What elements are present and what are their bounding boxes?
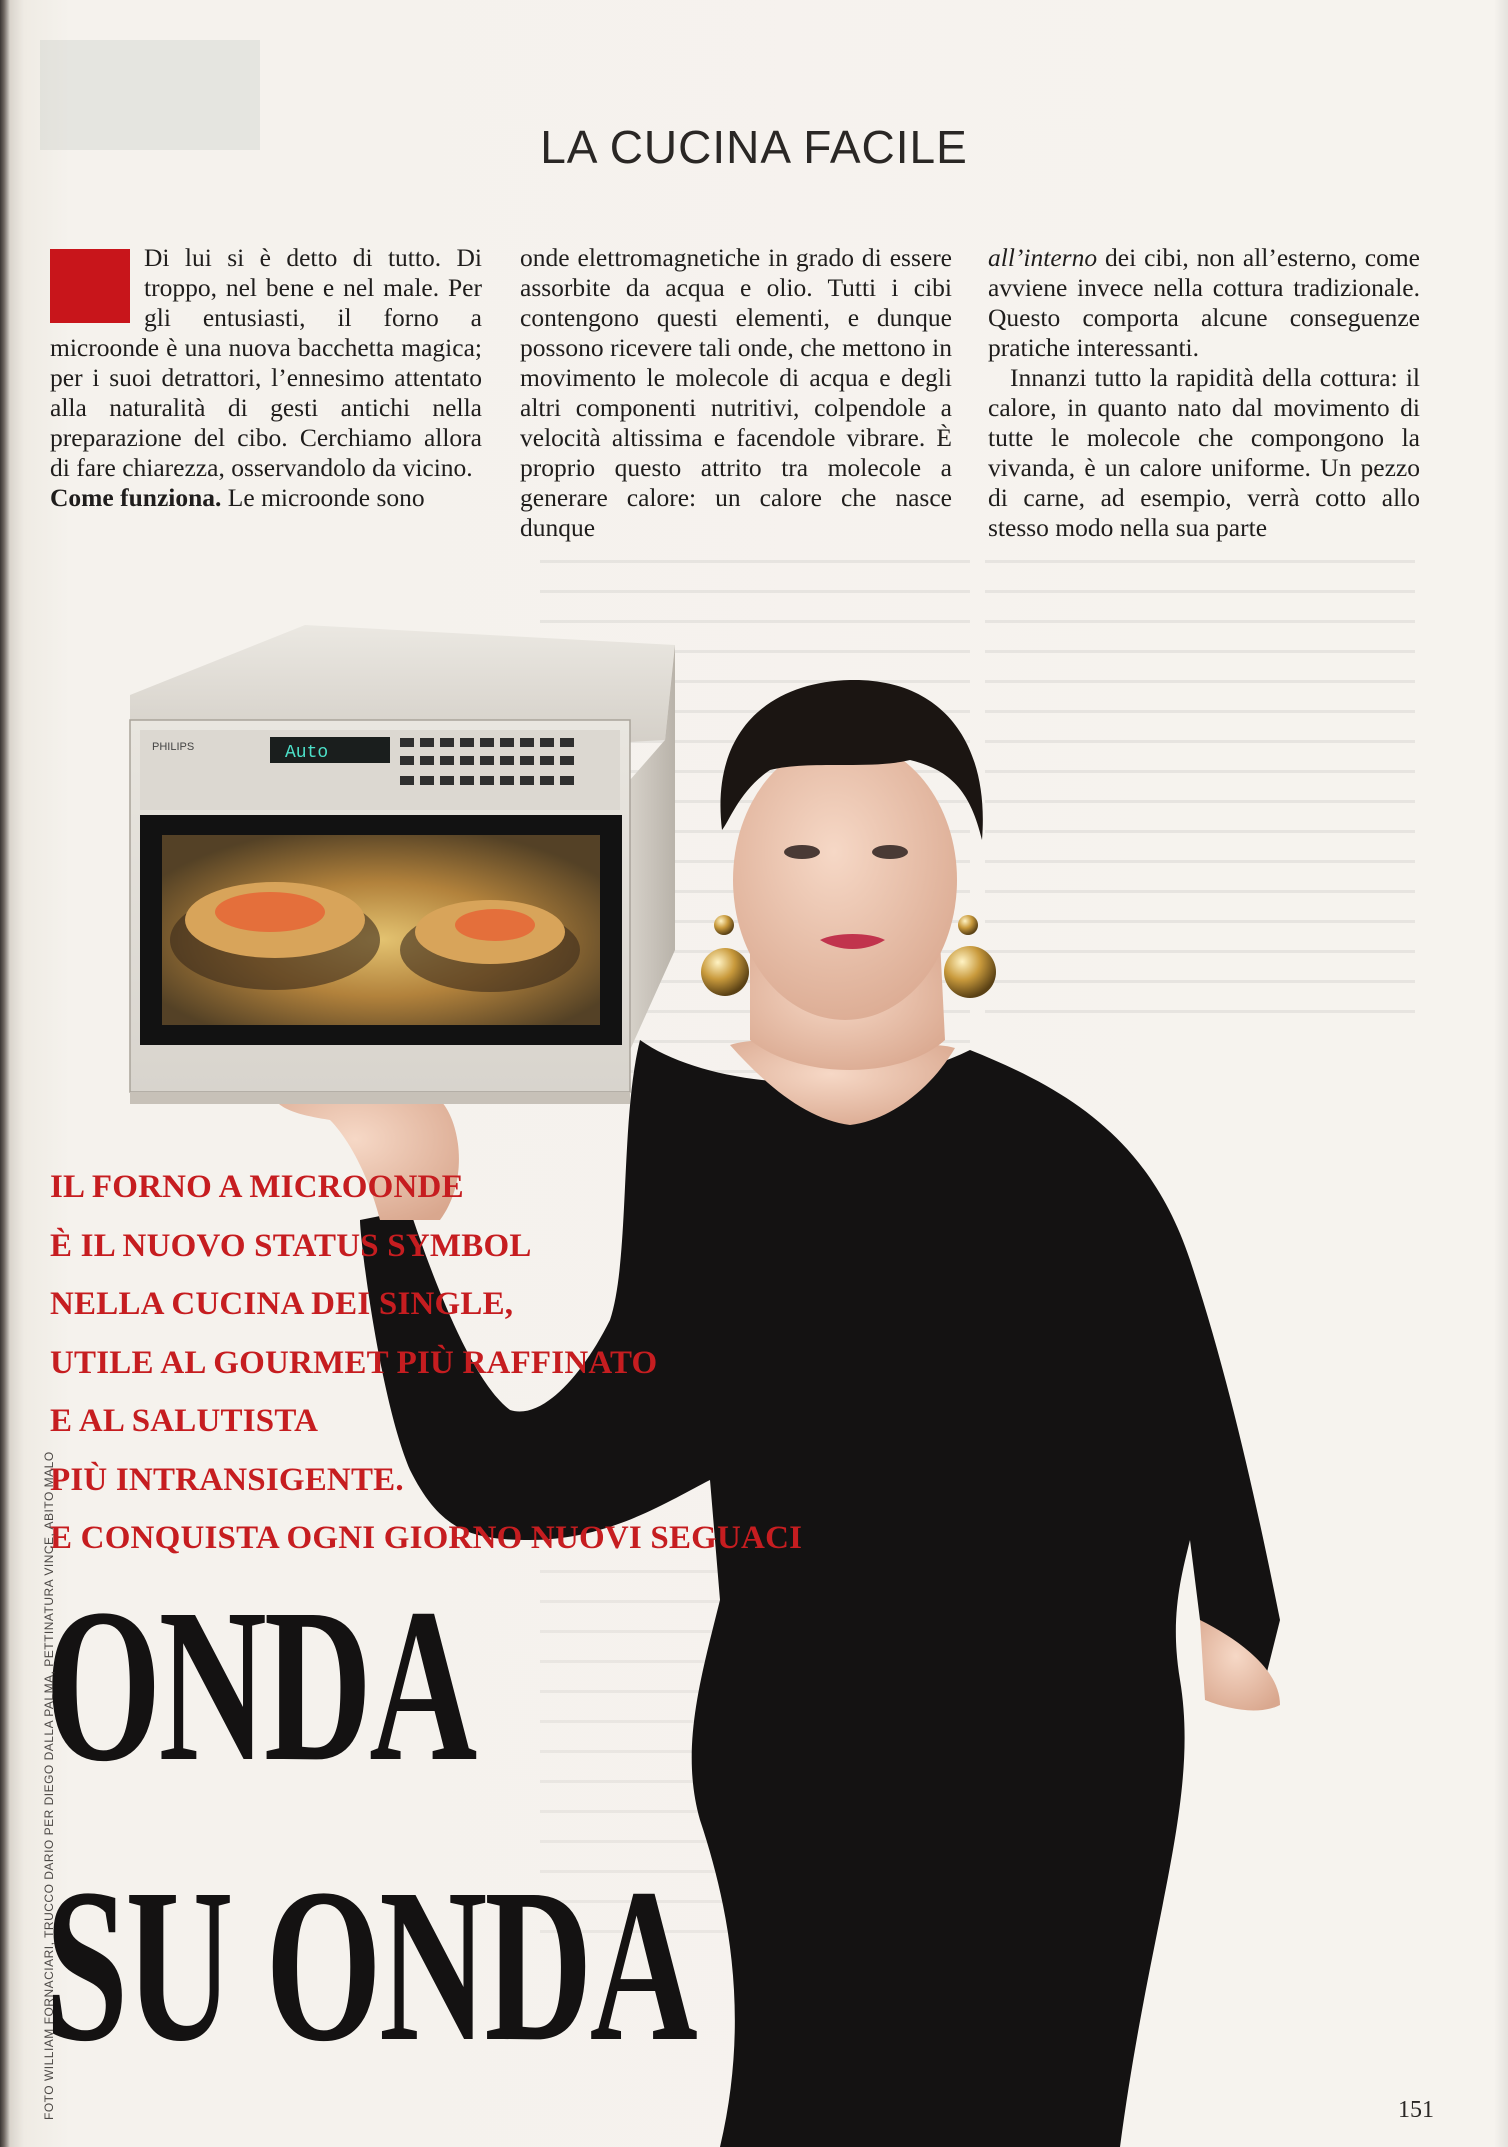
col3-body-text-1: dei cibi, non all’esterno, come avviene invece nella cottura tradizionale. Questo comporta alcune conseguenze pratiche interessanti.: [988, 243, 1420, 362]
intro-text: Di lui si è detto di tutto. Di troppo, nel bene e nel male. Per gli entusiasti, il forno a microonde è una nuova bacchetta magica; per i suoi detrattori, l’ennesimo attentato alla naturalità di gesti antichi nella preparazione del cibo. Cerchiamo allora di fare chiarezza, osservandolo da vicino.: [50, 243, 482, 482]
italic-term: all’interno: [988, 243, 1098, 272]
microwave-oven: [130, 625, 675, 1104]
page-edge-shadow: [1494, 0, 1508, 2147]
col1-body-text: Le microonde sono: [221, 483, 425, 512]
drop-cap-block: [50, 249, 130, 323]
pull-quote-line: E AL SALUTISTA: [50, 1403, 319, 1439]
pull-quote-line: PIÙ INTRANSIGENTE.: [50, 1461, 404, 1498]
article-column-3: [988, 243, 1420, 543]
article-column-1: [50, 243, 482, 513]
pull-quote-line: E CONQUISTA OGNI GIORNO NUOVI SEGUACI: [50, 1520, 803, 1556]
face: [733, 740, 957, 1020]
page-number: 151: [1398, 2097, 1434, 2123]
article-column-2: [520, 243, 952, 543]
photo-credit: [26, 1220, 56, 2120]
right-earring: [944, 946, 996, 998]
photo-credit-text: FOTO WILLIAM FORNACIARI, TRUCCO DARIO PER DIEGO DALLA PALMA, PETTINATURA VINCE, ABITO MALO: [42, 1451, 56, 2120]
pull-quote-line: UTILE AL GOURMET PIÙ RAFFINATO: [50, 1344, 658, 1381]
left-earring: [701, 948, 749, 996]
oven-display-text: Auto: [285, 743, 329, 763]
subhead-come-funziona: Come funziona.: [50, 483, 222, 512]
section-header: LA CUCINA FACILE: [540, 121, 968, 173]
pull-quote-line: NELLA CUCINA DEI SINGLE,: [50, 1286, 514, 1322]
headline-line-1: ONDA: [45, 1563, 475, 1807]
col2-body-text: onde elettromagnetiche in grado di essere assorbite da acqua e olio. Tutti i cibi contengono questi elementi, e dunque possono ricevere tali onde, che mettono in movimento le molecole di acqua e degli altri componenti nutritivi, colpendole a velocità altissima e facendole vibrare. È proprio questo attrito tra molecole a generare calore: un calore che nasce dunque: [520, 243, 952, 542]
pull-quote-line: È IL NUOVO STATUS SYMBOL: [50, 1227, 532, 1264]
pull-quote-line: IL FORNO A MICROONDE: [50, 1169, 464, 1205]
col3-body-text-2: Innanzi tutto la rapidità della cottura: il calore, in quanto nato dal movimento di tutte le molecole che compongono la vivanda, è un calore uniforme. Un pezzo di carne, ad esempio, verrà cotto allo stesso modo nella sua parte: [988, 363, 1420, 542]
headline-line-2: SU ONDA: [45, 1843, 696, 2087]
pull-quote: [50, 1158, 870, 1568]
oven-brand-label: PHILIPS: [152, 741, 195, 753]
